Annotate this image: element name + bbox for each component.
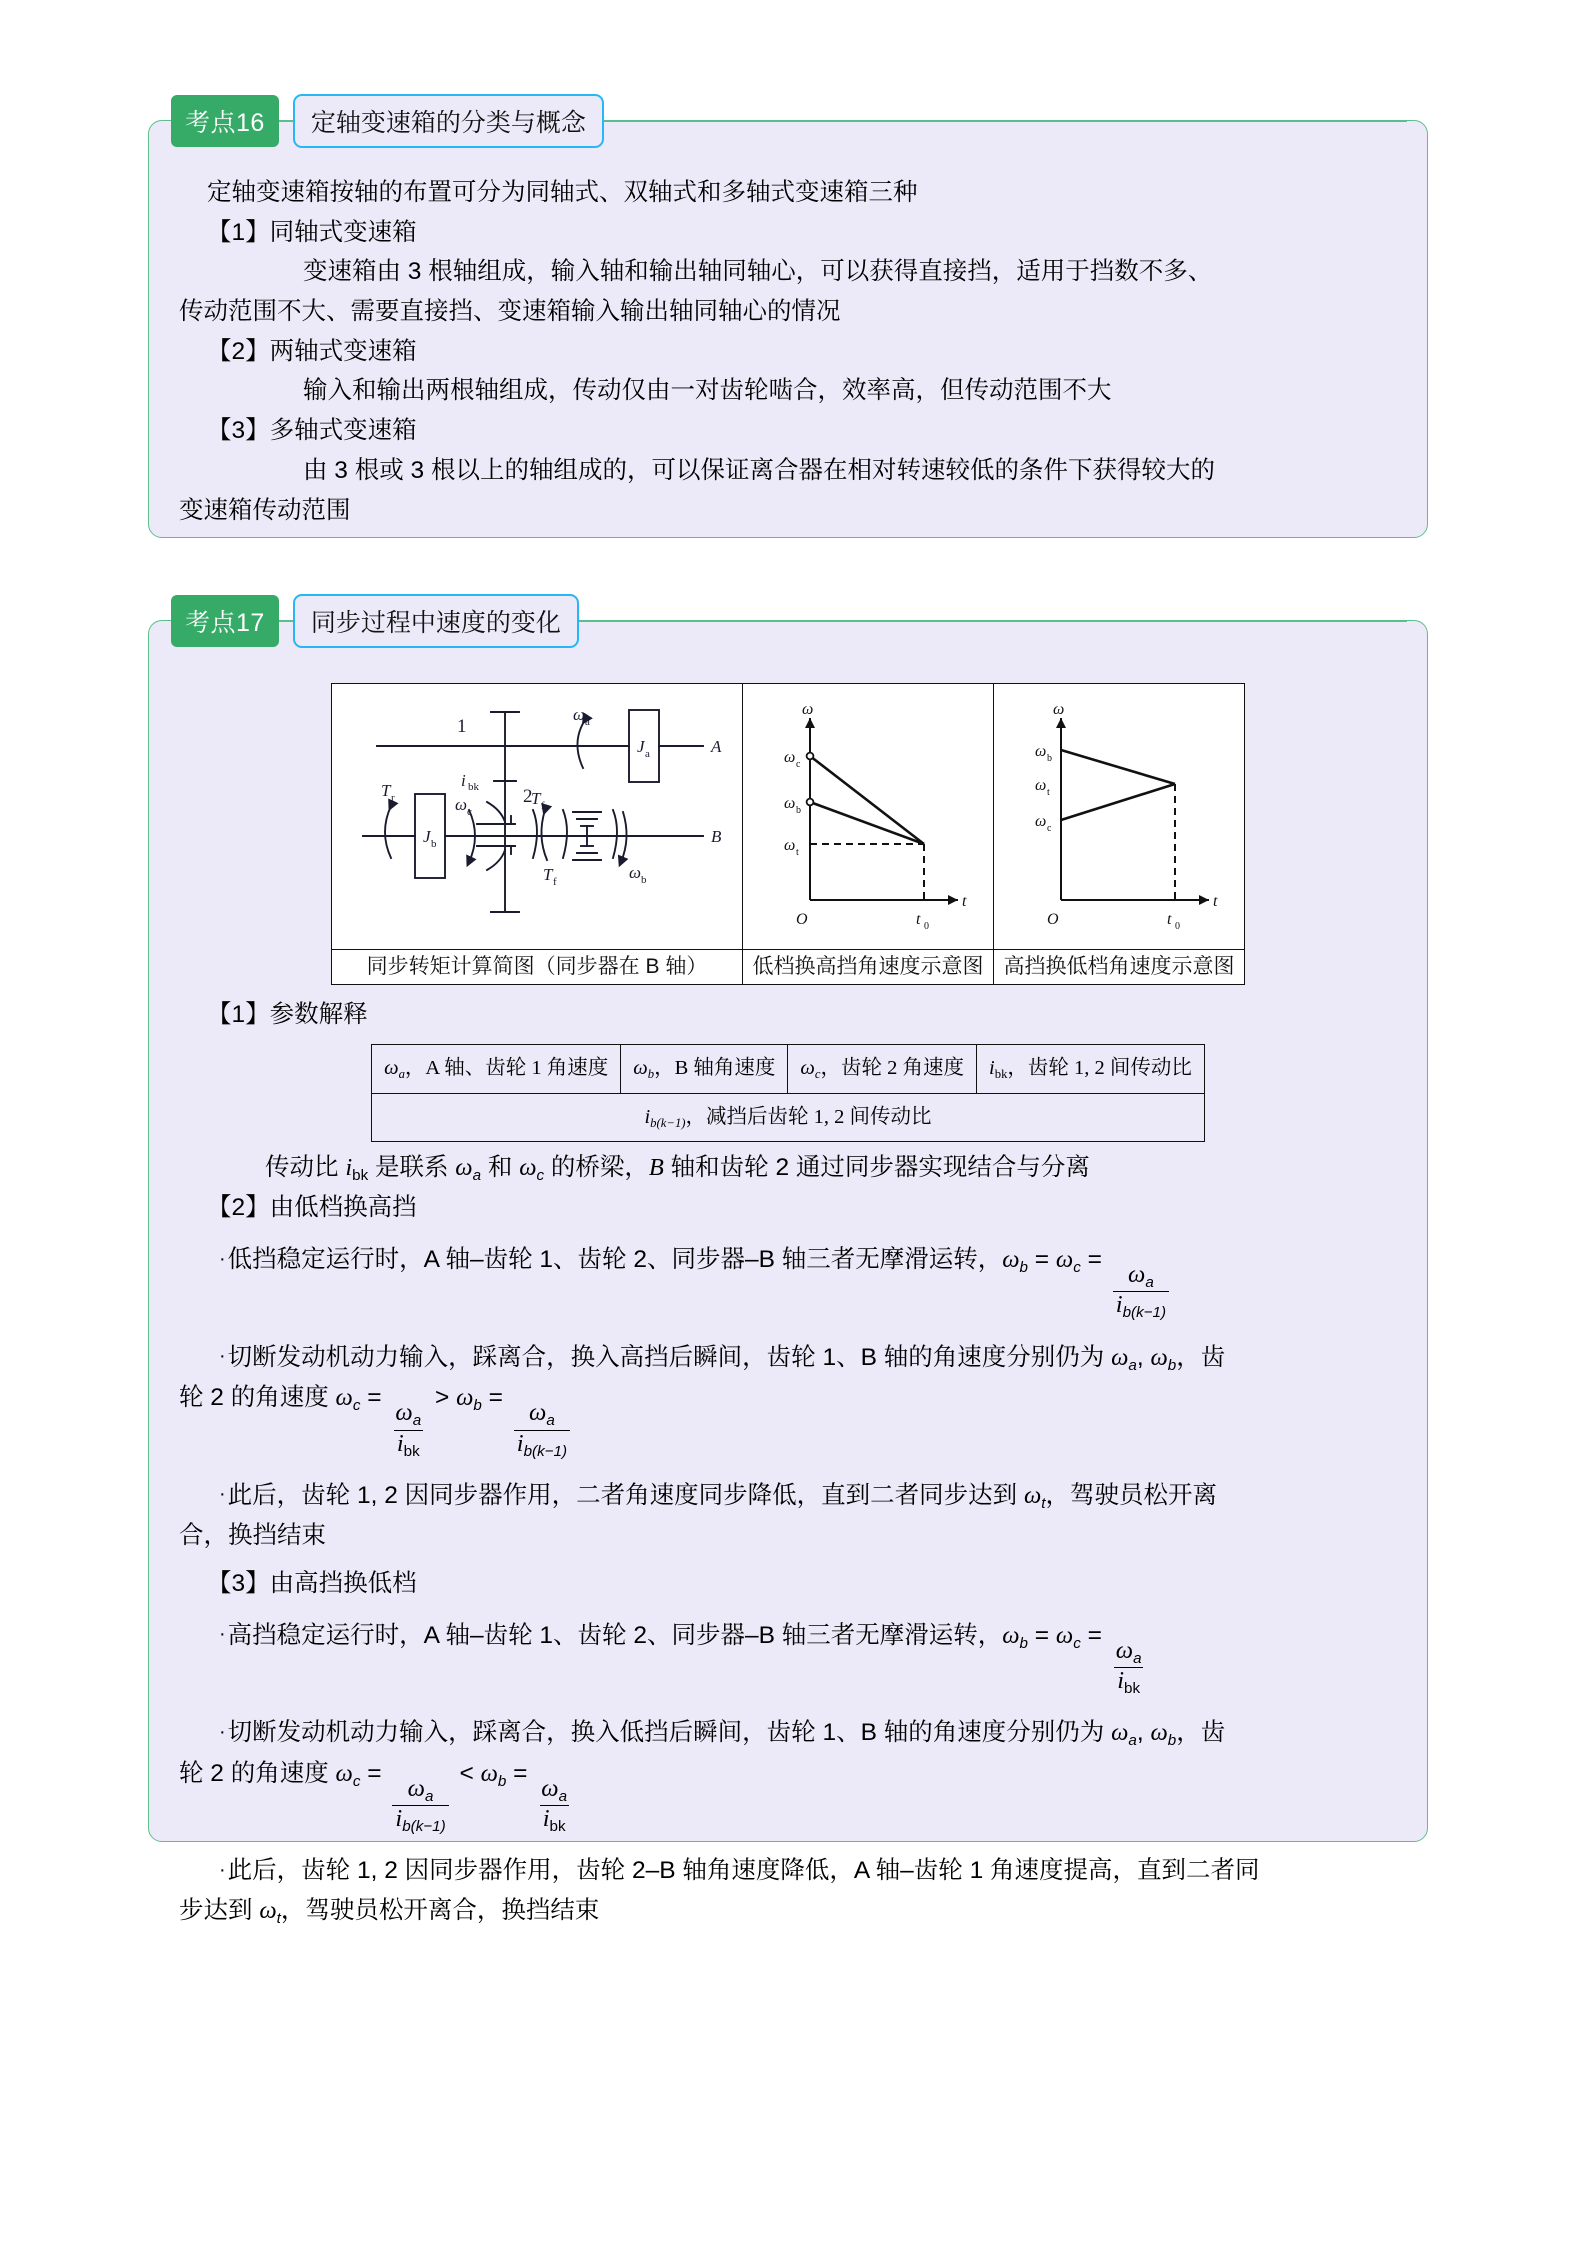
- card-16-heading-1: [179, 213, 1397, 253]
- bullet-dot-icon: ·: [219, 1345, 226, 1368]
- svg-text:b: b: [431, 838, 437, 850]
- card-17-bullet-2-text-b: ，齿: [1176, 1343, 1226, 1371]
- param-cell-i-bk: ibk，齿轮 1, 2 间传动比: [977, 1045, 1205, 1093]
- card-17-title-label: 同步过程中速度的变化: [310, 609, 561, 637]
- card-17-badge: [171, 595, 279, 647]
- bullet-dot-icon: ·: [219, 1720, 226, 1743]
- card-16-para-3a-text: 由 3 根或 3 根以上的轴组成的，可以保证离合器在相对转速较低的条件下获得较大的: [303, 456, 1215, 484]
- card-17-bridge-line: 传动比 ibk 是联系 $\omega_a$ 和 $\omega_c$ 的桥梁，B 轴和齿轮 2 通过同步器实现结合与分离: [265, 1153, 1090, 1184]
- svg-text:c: c: [467, 806, 472, 818]
- card-17-heading-1-text: 【1】参数解释: [207, 1000, 368, 1028]
- figure-cell-chart-high-to-low: [994, 684, 1245, 950]
- svg-text:ω: ω: [1035, 777, 1047, 794]
- svg-text:t: t: [916, 911, 921, 928]
- card-16-connector: [279, 120, 293, 122]
- card-16-title: [293, 94, 604, 148]
- card-17-heading-3-text: 【3】由高挡换低档: [207, 1569, 417, 1597]
- card-17-bullet-4-text: 高挡稳定运行时，A 轴–齿轮 1、齿轮 2、同步器–B 轴三者无摩滑运转，: [227, 1621, 1003, 1649]
- param-cell-omega-c-text: ，齿轮 2 角速度: [820, 1057, 965, 1080]
- card-17-heading-2-text: 【2】由低档换高挡: [207, 1194, 417, 1222]
- svg-text:O: O: [1047, 911, 1059, 928]
- card-17-bullet-2: ·切断发动机动力输入，踩离合，换入高挡后瞬间，齿轮 1、B 轴的角速度分别仍为 $\omega_a$, $\omega_b$，齿 轮 2 的角速度 $\omega_c$ = $\frac{\omega_a}{\text{ibk}}$ > $\omega_b$ = $\frac{\omega_a}{i_{b(k-1)}}$: [179, 1343, 1226, 1460]
- card-17-bullet-5-text-c: 轮 2 的角速度: [179, 1759, 336, 1787]
- svg-text:ω: ω: [455, 795, 468, 814]
- chart-low-to-high-gear: [748, 684, 988, 936]
- card-16-para-3b-text: 变速箱传动范围: [179, 496, 351, 524]
- card-17-bullet-3-text-a: 此后，齿轮 1, 2 因同步器作用，二者角速度同步降低，直到二者同步达到: [227, 1481, 1024, 1509]
- card-16-badge-label: 考点16: [185, 109, 265, 137]
- card-16-header-rule: [604, 120, 1407, 122]
- svg-text:T: T: [543, 865, 553, 884]
- card-17-bullet-5: ·切断发动机动力输入，踩离合，换入低挡后瞬间，齿轮 1、B 轴的角速度分别仍为 $\omega_a$, $\omega_b$，齿 轮 2 的角速度 $\omega_c$ = $\frac{\omega_a}{i_{b(k-1)}}$ < $\omega_b$ = $\frac{\omega_a}{\text{ibk}}$: [179, 1719, 1226, 1836]
- svg-text:b: b: [796, 805, 801, 816]
- parameter-table: [371, 1044, 1205, 1141]
- bridge-c: 和: [481, 1153, 520, 1181]
- card-17-bullet-3: ·此后，齿轮 1, 2 因同步器作用，二者角速度同步降低，直到二者同步达到 $\omega_t$，驾驶员松开离 合，换挡结束: [179, 1481, 1218, 1550]
- param-cell-i-bk-text: ，齿轮 1, 2 间传动比: [1007, 1057, 1192, 1080]
- card-16-heading-3: [179, 411, 1397, 451]
- svg-text:t: t: [962, 893, 967, 910]
- param-cell-omega-b: $\omega_b$，B 轴角速度: [621, 1045, 788, 1093]
- svg-text:2: 2: [523, 786, 533, 807]
- card-17-bullet-6-text-b: 步达到: [179, 1897, 260, 1925]
- bullet-dot-icon: ·: [219, 1247, 226, 1270]
- svg-text:t: t: [1167, 911, 1172, 928]
- card-17-bullet-1: ·低挡稳定运行时，A 轴–齿轮 1、齿轮 2、同步器–B 轴三者无摩滑运转，$\omega_b = \omega_c$ = $\frac{\omega_a}{i_{b(k-1)}}$: [179, 1240, 1397, 1322]
- figure-cell-schematic: [332, 684, 743, 950]
- svg-text:f: f: [553, 876, 557, 888]
- card-17-title: [293, 594, 579, 648]
- chart-high-to-low-gear: [999, 684, 1239, 936]
- card-16-heading-2-text: 【2】两轴式变速箱: [207, 337, 417, 365]
- bridge-d: 的桥梁，: [544, 1153, 649, 1181]
- svg-text:c: c: [1047, 823, 1052, 834]
- svg-text:r: r: [391, 792, 395, 804]
- svg-text:1: 1: [457, 716, 467, 737]
- bullet-dot-icon: ·: [219, 1623, 226, 1646]
- card-16-badge: [171, 95, 279, 147]
- svg-text:ω: ω: [1053, 701, 1065, 718]
- figure-caption-2-text: 低档换高挡角速度示意图: [752, 954, 984, 978]
- card-17-heading-3: [179, 1564, 1397, 1604]
- svg-text:ω: ω: [1035, 743, 1047, 760]
- svg-text:ω: ω: [1035, 813, 1047, 830]
- svg-text:ω: ω: [802, 701, 814, 718]
- bullet-dot-icon: ·: [219, 1483, 226, 1506]
- svg-text:a: a: [645, 748, 650, 760]
- figure-table: [331, 683, 1245, 985]
- svg-text:t: t: [796, 847, 799, 858]
- svg-text:0: 0: [924, 921, 929, 932]
- svg-text:b: b: [641, 874, 647, 886]
- card-16-header: [171, 95, 1407, 147]
- card-16-heading-3-text: 【3】多轴式变速箱: [207, 417, 417, 445]
- card-16-title-label: 定轴变速箱的分类与概念: [310, 109, 586, 137]
- card-16-heading-1-text: 【1】同轴式变速箱: [207, 218, 417, 246]
- card-16-para-1b-text: 传动范围不大、需要直接挡、变速箱输入输出轴同轴心的情况: [179, 298, 841, 326]
- knowledge-card-16: [148, 109, 1428, 538]
- svg-text:bk: bk: [468, 781, 479, 793]
- card-16-para-3a: [179, 451, 1397, 491]
- card-17-bullet-6-text-a: 此后，齿轮 1, 2 因同步器作用，齿轮 2–B 轴角速度降低，A 轴–齿轮 1 角速度提高，直到二者同: [227, 1857, 1260, 1885]
- card-17-bullet-2-text-a: 切断发动机动力输入，踩离合，换入高挡后瞬间，齿轮 1、B 轴的角速度分别仍为: [227, 1343, 1112, 1371]
- table-row: [372, 1045, 1205, 1093]
- svg-text:f: f: [541, 800, 545, 812]
- card-17-bullet-5-text-a: 切断发动机动力输入，踩离合，换入低挡后瞬间，齿轮 1、B 轴的角速度分别仍为: [227, 1719, 1112, 1747]
- card-17-bullet-1-text: 低挡稳定运行时，A 轴–齿轮 1、齿轮 2、同步器–B 轴三者无摩滑运转，: [227, 1245, 1003, 1273]
- card-17-bullet-3-text-b: ，驾驶员松开离: [1045, 1481, 1218, 1509]
- figure-row: [179, 683, 1397, 985]
- svg-text:t: t: [1047, 787, 1050, 798]
- figure-caption-1: [332, 949, 743, 984]
- svg-text:J: J: [637, 737, 645, 756]
- card-17-body: [149, 621, 1427, 1954]
- svg-text:a: a: [585, 716, 590, 728]
- synchronizer-schematic-diagram: [337, 684, 737, 936]
- bridge-e: 轴和齿轮 2 通过同步器实现结合与分离: [663, 1153, 1090, 1181]
- card-16-para-2: [179, 371, 1397, 411]
- param-cell-omega-a: $\omega_a$，A 轴、齿轮 1 角速度: [372, 1045, 621, 1093]
- svg-text:ω: ω: [784, 837, 796, 854]
- figure-cell-chart-low-to-high: [743, 684, 994, 950]
- figure-caption-3-text: 高挡换低档角速度示意图: [1003, 954, 1235, 978]
- param-cell-omega-c: $\omega_c$，齿轮 2 角速度: [788, 1045, 977, 1093]
- card-17-badge-label: 考点17: [185, 609, 265, 637]
- svg-text:J: J: [423, 827, 431, 846]
- param-cell-i-bk1: $i_{b(k-1)}$，减挡后齿轮 1, 2 间传动比: [372, 1093, 1205, 1141]
- param-cell-i-bk1-text: ，减挡后齿轮 1, 2 间传动比: [685, 1105, 932, 1128]
- svg-text:B: B: [711, 827, 722, 846]
- card-17-bullet-6-text-c: ，驾驶员松开离合，换挡结束: [280, 1897, 600, 1925]
- svg-text:A: A: [711, 737, 722, 756]
- svg-text:i: i: [461, 771, 466, 790]
- card-17-header: [171, 595, 1407, 647]
- card-16-para-1a: [179, 252, 1397, 292]
- card-16-body: [149, 121, 1427, 552]
- card-17-bullet-5-text-b: ，齿: [1176, 1719, 1226, 1747]
- svg-text:ω: ω: [784, 795, 796, 812]
- card-16-line-1: [179, 173, 1397, 213]
- card-17-bullet-2-text-c: 轮 2 的角速度: [179, 1384, 336, 1412]
- svg-text:ω: ω: [784, 749, 796, 766]
- card-16-heading-2: [179, 332, 1397, 372]
- svg-text:T: T: [531, 789, 541, 808]
- svg-text:0: 0: [1175, 921, 1180, 932]
- card-16-para-3b: [179, 491, 1397, 531]
- figure-caption-3: [994, 949, 1245, 984]
- param-cell-omega-b-text: ，B 轴角速度: [654, 1057, 776, 1080]
- svg-text:ω: ω: [629, 863, 642, 882]
- bridge-b: 是联系: [368, 1153, 456, 1181]
- svg-text:T: T: [381, 781, 391, 800]
- svg-text:O: O: [796, 911, 808, 928]
- card-16-para-1b: [179, 292, 1397, 332]
- card-17-bullet-3-text-c: 合，换挡结束: [179, 1522, 326, 1550]
- bridge-a: 传动比: [265, 1153, 346, 1181]
- param-cell-omega-a-text: ，A 轴、齿轮 1 角速度: [404, 1057, 609, 1080]
- table-row: [372, 1093, 1205, 1141]
- knowledge-card-17: [148, 609, 1428, 1927]
- card-17-bullet-6: ·此后，齿轮 1, 2 因同步器作用，齿轮 2–B 轴角速度降低，A 轴–齿轮 1 角速度提高，直到二者同 步达到 $\omega_t$，驾驶员松开离合，换挡结束: [179, 1857, 1260, 1927]
- card-16-line-1-text: 定轴变速箱按轴的布置可分为同轴式、双轴式和多轴式变速箱三种: [207, 179, 918, 206]
- card-17-heading-2: [179, 1188, 1397, 1228]
- bullet-dot-icon: ·: [219, 1859, 226, 1882]
- card-17-heading-1: [179, 995, 1397, 1035]
- card-16-para-2-text: 输入和输出两根轴组成，传动仅由一对齿轮啮合，效率高，但传动范围不大: [303, 377, 1112, 405]
- card-17-bullet-4: ·高挡稳定运行时，A 轴–齿轮 1、齿轮 2、同步器–B 轴三者无摩滑运转，$\omega_b = \omega_c$ = $\frac{\omega_a}{\text{ibk}}$: [219, 1621, 1142, 1697]
- svg-text:ω: ω: [573, 705, 586, 724]
- card-16-para-1a-text: 变速箱由 3 根轴组成，输入轴和输出轴同轴心，可以获得直接挡，适用于挡数不多、: [303, 258, 1213, 286]
- card-17-header-rule: [579, 620, 1407, 622]
- figure-caption-2: [743, 949, 994, 984]
- svg-text:b: b: [1047, 753, 1052, 764]
- figure-caption-1-text: 同步转矩计算简图（同步器在 B 轴）: [366, 954, 708, 978]
- svg-text:c: c: [796, 759, 801, 770]
- card-17-connector: [279, 620, 293, 622]
- svg-text:t: t: [1213, 893, 1218, 910]
